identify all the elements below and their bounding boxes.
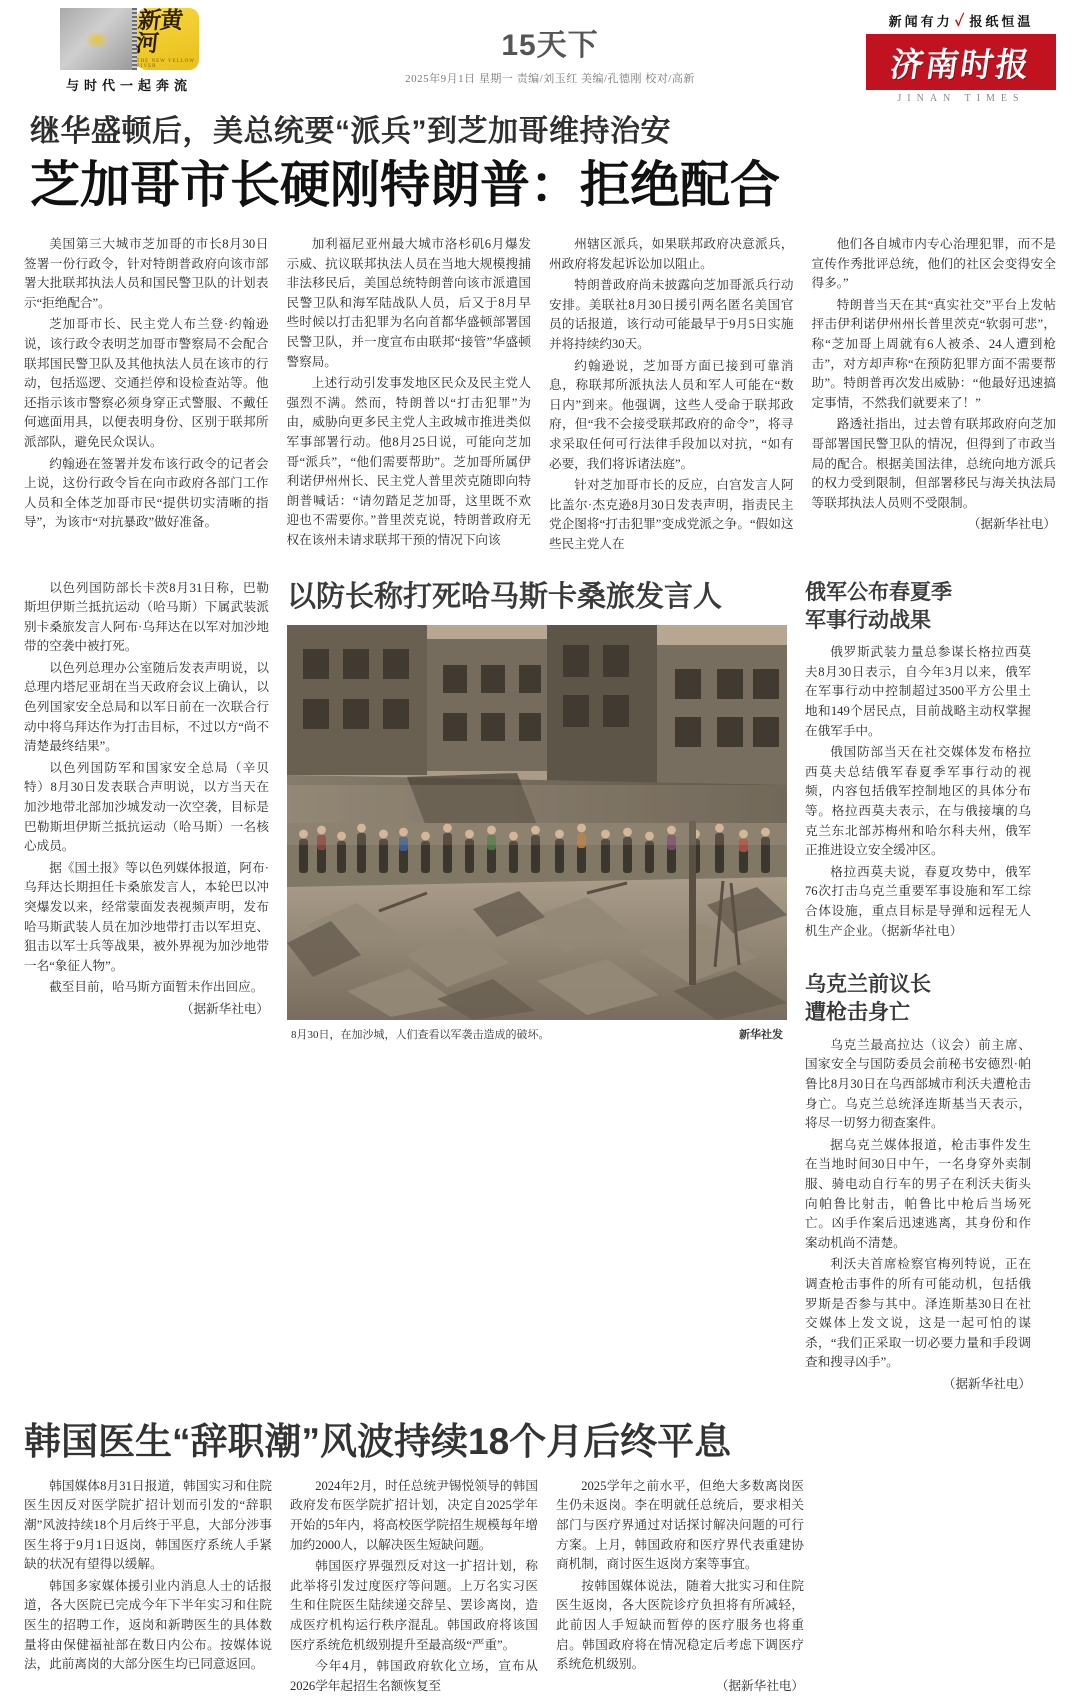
check-mark-icon: ✓ [954, 14, 968, 30]
gaza-main-column [287, 579, 787, 1397]
photo-caption-text: 8月30日，在加沙城，人们查看以军袭击造成的破坏。 [291, 1028, 550, 1041]
russia-article-headline [805, 579, 1031, 636]
logo-brand-en: THE NEW YELLOW RIVER [136, 59, 195, 69]
lead-column-4 [812, 235, 1057, 557]
gaza-destruction-photo [287, 625, 787, 1020]
sidebar-column [805, 579, 1031, 1397]
paragraph: 加利福尼亚州最大城市洛杉矶6月爆发示威、抗议联邦执法人员在当地大规模搜捕非法移民后，美国总统特朗普向该市派遣国民警卫队和海军陆战队人员，后又于8月早些时候以打击犯罪为名向首都华盛顿部署国民警卫队，并一度宣布由联邦“接管”华盛顿警察局。 [286, 237, 531, 369]
korea-section [24, 1420, 1056, 1698]
paragraph: 按韩国媒体说法，随着大批实习和住院医生返岗，各大医院诊疗负担将有所减轻，此前因人手短缺而暂停的医疗服务也将重启。韩国政府将在情况稳定后考虑下调医疗系统危机级别。 [556, 1578, 804, 1672]
logo-brand-cn: 新黄河 [133, 8, 184, 56]
jinan-times-cn: 济南时报 [887, 47, 1034, 84]
paragraph: 韩国医疗界强烈反对这一扩招计划，称此举将引发过度医疗等问题。上万名实习医生和住院医生陆续递交辞呈、罢诊离岗，造成医疗机构运行秩序混乱。韩国政府将该国医疗系统危机级别提升至最高级“严重”。 [290, 1559, 538, 1652]
paragraph: 今年4月，韩国政府软化立场，宣布从2026学年起招生名额恢复至 [290, 1659, 538, 1693]
slogan-right-text: 报纸恒温 [969, 14, 1034, 29]
paragraph: 特朗普当天在其“真实社交”平台上发帖抨击伊利诺伊州州长普里茨克“软弱可悲”，称“芝加哥上周就有6人被杀、24人遭到枪击”，对方却声称“在预防犯罪方面不需要帮助”。特朗普再次发出威胁：“他最好迅速搞定事情，不然我们就要来了！” [811, 297, 1056, 410]
russia-headline-line-1: 俄军公布春夏季 [805, 580, 952, 604]
paragraph: 针对芝加哥市长的反应，白宫发言人阿比盖尔·杰克逊8月30日发表声明，指责民主党企图将“打击犯罪”变成党派之争。“假如这些民主党人在 [549, 478, 794, 551]
korea-column-1 [24, 1477, 272, 1698]
section-title: 15天下 [501, 29, 599, 62]
sunrise-photo-icon [60, 8, 132, 70]
jinan-times-en: JINAN TIMES [897, 93, 1025, 104]
second-section [24, 579, 1056, 1397]
lead-column-1 [24, 235, 269, 557]
paragraph: 特朗普政府尚未披露向芝加哥派兵行动安排。美联社8月30日援引两名匿名美国官员的话报道，该行动可能最早于9月5日实施并将持续约30天。 [549, 278, 794, 351]
paragraph: 俄罗斯武装力量总参谋长格拉西莫夫8月30日表示，自今年3月以来，俄军在军事行动中控制超过3500平方公里土地和149个居民点，目前战略主动权掌握在俄军手中。 [805, 645, 1031, 738]
russia-headline-line-2: 军事行动战果 [805, 608, 931, 632]
masthead-slogan [866, 10, 1056, 31]
paragraph: 据《国土报》等以色列媒体报道，阿布·乌拜达长期担任卡桑旅发言人，本轮巴以冲突爆发以来，经常蒙面发表视频声明，发布哈马斯武装人员在加沙地带打击以军坦克、狙击以军士兵等战果，被外界视为加沙地带一名“象征人物”。 [24, 860, 269, 973]
paragraph: 以色列国防军和国家安全总局（辛贝特）8月30日发表联合声明说，以方当天在加沙地带北部加沙城发动一次空袭，目标是巴勒斯坦伊斯兰抵抗运动（哈马斯）一名核心成员。 [24, 760, 269, 854]
paragraph: 2024年2月，时任总统尹锡悦领导的韩国政府发布医学院扩招计划，决定自2025学年开始的5年内，将高校医学院招生规模每年增加约2000人，以解决医生短缺问题。 [290, 1478, 538, 1552]
lead-article-columns [24, 235, 1056, 557]
paragraph: 州辖区派兵，如果联邦政府决意派兵，州政府将发起诉讼加以阻止。 [549, 237, 794, 271]
photo-credit: 新华社发 [739, 1028, 783, 1041]
gaza-headline: 以防长称打死哈马斯卡桑旅发言人 [287, 580, 723, 613]
lead-article-header [24, 104, 1056, 221]
paragraph: 以色列国防部长卡茨8月31日称，巴勒斯坦伊斯兰抵抗运动（哈马斯）下属武装派别卡桑旅发言人阿布·乌拜达在以军对加沙地带的空袭中被打死。 [24, 580, 269, 654]
issue-meta: 2025年9月1日 星期一 责编/刘玉红 美编/孔德刚 校对/高新 [405, 73, 695, 85]
korea-article-credit: （据新华社电） [715, 1678, 804, 1693]
paragraph: 据乌克兰媒体报道，枪击事件发生在当地时间30日中午，一名身穿外卖制服、骑电动自行车的男子在利沃夫街头向帕鲁比射击，帕鲁比中枪后当场死亡。凶手作案后迅速逃离，其身份和作案动机尚不清楚。 [805, 1137, 1031, 1250]
korea-headline: 韩国医生“辞职潮”风波持续18个月后终平息 [24, 1421, 732, 1463]
paragraph: 上述行动引发事发地区民众及民主党人强烈不满。然而，特朗普以“打击犯罪”为由，威胁向更多民主党人主政城市推进类似军事部署行动。他8月25日说，可能向芝加哥“派兵”，“他们需要帮助”。芝加哥所属伊利诺伊州州长、民主党人普里茨克随即向特朗普喊话：“请勿踏足芝加哥，这里既不欢迎也不需要你。”普里茨克说，特朗普政府无权在该州未请求联邦干预的情况下向该 [286, 376, 531, 547]
gaza-photo-illustration [287, 625, 787, 1020]
paragraph: 以色列总理办公室随后发表声明说，以总理内塔尼亚胡在当天政府会议上确认，以色列国家安全总局和以军日前在一次联合行动中将乌拜达作为打击目标，不过以方“尚不清楚最终结果”。 [24, 660, 269, 754]
jinan-times-plate [866, 34, 1056, 90]
jinan-times-logo [866, 8, 1056, 104]
logo-tagline: 与时代一起奔流 [65, 78, 192, 93]
paragraph: 路透社指出，过去曾有联邦政府向芝加哥部署国民警卫队的情况，但得到了市政当局的配合。根据美国法律，总统向地方派兵的权力受到限制，但部署移民与海关执法局等联邦执法人员则不受限制。 [811, 417, 1056, 510]
paragraph: 利沃夫首席检察官梅列特说，正在调查枪击事件的所有可能动机，包括俄罗斯是否参与其中。泽连斯基30日在社交媒体上发文说，这是一起可怕的谋杀，“我们正采取一切必要力量和手段调查和搜寻凶手”。 [805, 1257, 1031, 1370]
lead-kicker: 继华盛顿后，美总统要“派兵”到芝加哥维持治安 [30, 115, 671, 148]
paragraph: 俄国防部当天在社交媒体发布格拉西莫夫总结俄军春夏季军事行动的视频，内容包括俄军控制地区的具体分布等。格拉西莫夫表示，在与俄接壤的乌克兰东北部苏梅州和哈尔科夫州，俄军正推进设立安全缓冲区。 [805, 745, 1031, 858]
lead-article-credit: （据新华社电） [967, 517, 1056, 532]
paragraph: 美国第三大城市芝加哥的市长8月30日签署一份行政令，针对特朗普政府向该市部署大批联邦执法人员和国民警卫队的计划表示“拒绝配合”。 [24, 237, 269, 310]
lead-column-3 [549, 235, 794, 557]
korea-column-2 [290, 1477, 538, 1698]
paragraph: 截至目前，哈马斯方面暂未作出回应。 [49, 980, 264, 995]
paragraph: 韩国多家媒体援引业内消息人士的话报道，各大医院已完成今年下半年实习和住院医生的招聘工作，返岗和新聘医生的具体数量将由保健福祉部在数日内公布。按媒体说法，此前离岗的大部分医生均已同意返回。 [24, 1578, 272, 1672]
new-yellow-river-badge [133, 8, 199, 70]
lead-headline: 芝加哥市长硬刚特朗普：拒绝配合 [30, 157, 780, 213]
gaza-left-column [24, 579, 269, 1397]
paragraph: 2025学年之前水平，但绝大多数离岗医生仍未返岗。李在明就任总统后，要求相关部门与医疗界通过对话探讨解决问题的可行方案。上月，韩国政府和医疗界代表重建协商机制，商讨医生返岗方案等事宜。 [556, 1478, 804, 1572]
ukraine-headline-line-2: 遭枪击身亡 [805, 1001, 910, 1025]
paragraph: 芝加哥市长、民主党人布兰登·约翰逊说，该行政令表明芝加哥市警察局不会配合联邦国民警卫队及其他执法人员在该市的行动，包括巡逻、交通拦停和设检查站等。他还指示该市警察必须身穿正式警服、不戴任何遮面用具，以便表明身份、区别于联邦所派部队，避免民众误认。 [24, 317, 269, 449]
logo-left-row [60, 8, 199, 70]
lead-column-2 [287, 235, 532, 557]
ukraine-article-credit: （据新华社电） [942, 1376, 1031, 1391]
paragraph: 约翰逊说，芝加哥方面已接到可靠消息，称联邦所派执法人员和军人可能在“数日内”到来。他强调，这些人受命于联邦政府，但“我不会接受联邦政府的命令”，将寻求采取任何可行法律手段加以对抗，“如有必要，我们将诉诸法庭”。 [549, 358, 794, 471]
section-header [234, 8, 866, 86]
new-yellow-river-logo [24, 8, 234, 94]
paragraph: 韩国媒体8月31日报道，韩国实习和住院医生因反对医学院扩招计划而引发的“辞职潮”风波持续18个月后终于平息，大部分涉事医生将于9月1日返岗，韩国医疗系统人手紧缺的状况有望得以缓解。 [24, 1478, 272, 1572]
slogan-left-text: 新闻有力 [888, 14, 953, 29]
photo-caption-row [287, 1026, 787, 1042]
paragraph: 约翰逊在签署并发布该行政令的记者会上说，这份行政令旨在向市政府各部门工作人员和全体芝加哥市民“提供切实清晰的指导”，为该市“对抗暴政”做好准备。 [24, 456, 269, 530]
korea-column-3 [556, 1477, 804, 1698]
paragraph: 格拉西莫夫说，春夏攻势中，俄军76次打击乌克兰重要军事设施和军工综合体设施，重点目标是导弹和远程无人机生产企业。（据新华社电） [805, 864, 1031, 938]
paragraph: 乌克兰最高拉达（议会）前主席、国家安全与国防委员会前秘书安德烈·帕鲁比8月30日在乌西部城市利沃夫遭枪击身亡。乌克兰总统泽连斯基当天表示，将尽一切努力彻查案件。 [805, 1037, 1031, 1131]
ukraine-headline-line-1: 乌克兰前议长 [805, 973, 931, 997]
korea-columns [24, 1477, 814, 1698]
paragraph: 他们各自城市内专心治理犯罪，而不是宣传作秀批评总统，他们的社区会变得安全得多。” [811, 237, 1056, 291]
gaza-article-credit: （据新华社电） [180, 1001, 269, 1016]
ukraine-article-headline [805, 971, 1031, 1028]
masthead [24, 0, 1056, 104]
